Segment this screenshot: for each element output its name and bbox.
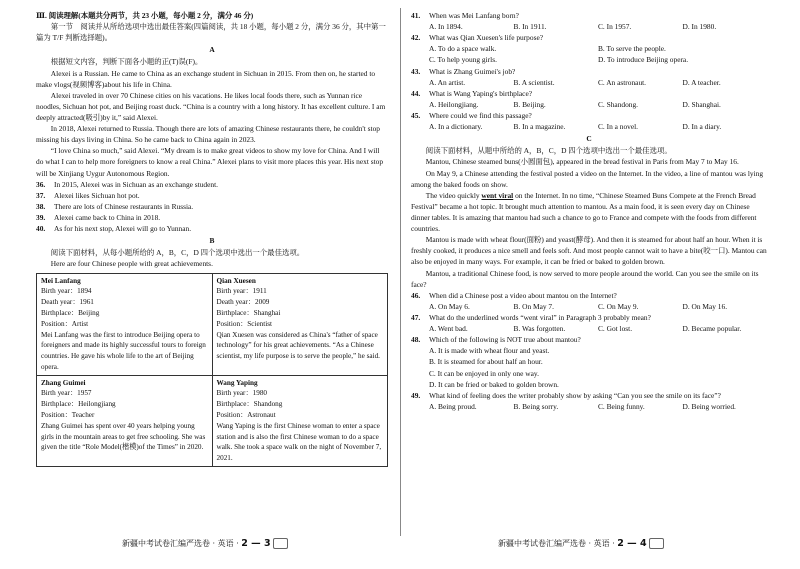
tf-question [36, 201, 388, 212]
answer-option: D. To introduce Beijing opera. [598, 55, 689, 65]
person-description: Qian Xuesen was considered as China's “father of space technology” for his great achievements. “As a Chinese scientist, my life purpose is to serve the people,” he said. [216, 330, 380, 361]
answer-options [411, 99, 767, 110]
person-fact: Birthplace：Heilongjiang [41, 400, 116, 409]
question-number: 39. [36, 212, 46, 222]
passage-c-p1: Mantou, Chinese steamed buns(小圆面包), appeared in the bread festival in Paris from May 7 to May 16. [425, 157, 739, 167]
passage-c-p4: Mantou is made with wheat flour(面粉) and yeast(酵母). And then it is steamed for about half an hour. When it is freshly cooked, it produces a nice smell and feels soft. And most people cannot wait to have a bite(咬一口). Mantou can also be enjoyed in many ways. For example, it can be fried or baked to golden brown. [411, 235, 767, 267]
question-text: Where could we find this passage? [429, 110, 532, 120]
person-fact: Death year：2009 [216, 298, 270, 307]
person-fact: Position：Scientist [216, 319, 273, 328]
question-text: What do the underlined words “went viral” in Paragraph 3 probably mean? [429, 312, 651, 322]
people-row [37, 273, 388, 375]
question-number: 43. [411, 66, 421, 76]
answer-options [411, 301, 767, 312]
answer-option: D. A teacher. [682, 77, 721, 87]
question-number: 40. [36, 224, 46, 234]
answer-option: A. Heilongjiang. [429, 99, 479, 109]
person-fact: Birthplace：Shanghai [216, 308, 281, 317]
mc-question [411, 10, 767, 21]
answer-option: B. On May 7. [513, 301, 554, 311]
answer-option: D. In 1980. [682, 22, 717, 32]
mc-question [411, 66, 767, 77]
mc-question [411, 32, 767, 43]
person-card [37, 375, 213, 466]
passage-b-intro: Here are four Chinese people with great achievements. [50, 259, 213, 269]
person-card [212, 375, 388, 466]
person-description: Wang Yaping is the first Chinese woman to enter a space station and is also the first Chinese woman to do a space walk. She took a space walk on the night of November 7, 2021. [216, 421, 382, 463]
footer-right-text: 新疆中考试卷汇编严选卷 · 英语 · [498, 539, 618, 548]
people-table [36, 273, 388, 468]
question-text: When did a Chinese post a video about mantou on the Internet? [429, 290, 617, 300]
passage-a-instruction: 根据短文内容，判断下面各小题的正(T)误(F)。 [50, 57, 203, 67]
answer-option: B. Being sorry. [513, 401, 559, 411]
answer-option: D. Shanghai. [682, 99, 721, 109]
footer-right-page: 2 — 4 [617, 538, 647, 549]
answer-option: A. In 1894. [429, 22, 463, 32]
answer-option: A. In a dictionary. [429, 122, 483, 132]
footer-left-page: 2 — 3 [241, 538, 271, 549]
answer-option: A. An artist. [429, 77, 466, 87]
answer-option: C. An astronaut. [598, 77, 647, 87]
answer-options [411, 401, 767, 412]
person-name: Zhang Guimei [41, 378, 86, 387]
answer-option: C. Being funny. [598, 401, 645, 411]
mc-question [411, 312, 767, 323]
answer-option: C. Shandong. [598, 99, 639, 109]
question-number: 38. [36, 201, 46, 211]
tf-question [36, 179, 388, 190]
person-fact: Death year：1961 [41, 298, 94, 307]
answer-option: B. In 1911. [513, 22, 547, 32]
mc-question [411, 334, 767, 345]
answer-option: B. Beijing. [513, 99, 546, 109]
answer-option: B. A scientist. [513, 77, 555, 87]
logo-badge-icon [649, 538, 664, 549]
passage-c-p3 [411, 190, 767, 234]
footer-left-text: 新疆中考试卷汇编严选卷 · 英语 · [122, 539, 242, 548]
answer-options [411, 345, 767, 389]
person-card [37, 273, 213, 375]
answer-option: B. Was forgotten. [513, 324, 566, 334]
right-page [411, 10, 767, 412]
footer-left [122, 538, 288, 549]
answer-options [411, 121, 767, 132]
person-description: Zhang Guimei has spent over 40 years helping young girls in the mountain areas to get free schooling. She was given the title “Role Model(楷模)of the Times” in 2020. [41, 421, 206, 452]
question-text: Which of the following is NOT true about mantou? [429, 335, 581, 345]
person-name: Qian Xuesen [216, 276, 256, 285]
question-number: 47. [411, 312, 421, 322]
person-fact: Birth year：1911 [216, 287, 267, 296]
passage-c-p5: Mantou, a traditional Chinese food, is now served to more people around the world. Can you see the smile on its face? [411, 268, 759, 289]
mc-question [411, 88, 767, 99]
passage-a-body [36, 68, 388, 179]
question-number: 42. [411, 33, 421, 43]
answer-option: D. It can be fried or baked to golden brown. [429, 379, 559, 389]
question-number: 44. [411, 88, 421, 98]
question-text: In 2015, Alexei was in Sichuan as an exchange student. [54, 179, 218, 189]
answer-option: D. On May 16. [682, 301, 728, 311]
tf-question [36, 223, 388, 234]
question-text: What kind of feeling does the writer probably show by asking “Can you see the smile on its face”? [429, 390, 721, 400]
passage-a-label: A [209, 45, 215, 55]
person-name: Wang Yaping [216, 378, 258, 387]
question-number: 36. [36, 179, 46, 189]
answer-option: A. Went bad. [429, 324, 468, 334]
passage-a-paragraph: In 2018, Alexei returned to Russia. Though there are lots of amazing Chinese restaurants there, he couldn't stop missing his days living in China. So he came back to China again in 2023. [36, 124, 380, 145]
p3-after: on the Internet. In no time, “Chinese Steamed Buns Compete at the French Bread Festival” became a hot topic. It brought much attention to mantou. As a main food, it is seen every day on Chinese dinner tables. It is amazing that mantou had such a chance to go to France and compete with the foods from different countries. [411, 190, 757, 234]
passage-a-paragraph: “I love China so much,” said Alexei. “My dream is to make great videos to show my love for China. And I will do what I can to help more foreigners to know a real China.” Alexei plans to visit more places this year. His next stop will be Xinjiang Uygur Autonomous Region. [36, 146, 384, 178]
page-divider [400, 8, 401, 536]
mc-question [411, 390, 767, 401]
person-card [212, 273, 388, 375]
section-title: Ⅲ. 阅读理解(本题共分两节，共 23 小题，每小题 2 分，满分 46 分) [36, 11, 254, 20]
answer-option: B. To serve the people. [598, 44, 666, 54]
passage-b-instruction: 阅读下面材料，从每小题所给的 A，B，C，D 四个选项中选出一个最佳选项。 [50, 248, 305, 258]
passage-a-paragraph: Alexei is a Russian. He came to China as an exchange student in Sichuan in 2015. From then on, he started to make vlogs(视频博客)about his life in China. [36, 68, 376, 89]
passage-c-label: C [586, 134, 592, 144]
answer-options [411, 21, 767, 32]
question-number: 46. [411, 290, 421, 300]
question-number: 45. [411, 110, 421, 120]
person-description: Mei Lanfang was the first to introduce Beijing opera to foreigners and made its highly successful tours to foreign countries. He gave his whole life to the art of Beijing opera. [41, 330, 206, 371]
person-name: Mei Lanfang [41, 276, 81, 285]
mc-question [411, 110, 767, 121]
person-fact: Birth year：1980 [216, 389, 268, 398]
answer-option: D. Being worried. [682, 401, 736, 411]
people-row [37, 375, 388, 466]
answer-option: A. On May 6. [429, 301, 470, 311]
person-fact: Birth year：1894 [41, 287, 92, 296]
passage-a-questions [36, 179, 388, 235]
part1-intro: 第一节 阅读并从所给选项中选出最佳答案(四篇阅读，共 18 小题，每小题 2 分，满分 36 分，其中第一篇为 T/F 判断选择题)。 [36, 22, 386, 43]
underlined-phrase: went viral [481, 190, 514, 200]
question-text: Alexei likes Sichuan hot pot. [54, 190, 140, 200]
passage-b-label: B [209, 236, 215, 246]
answer-option: D. Became popular. [682, 324, 742, 334]
question-number: 41. [411, 11, 421, 20]
logo-badge-icon [273, 538, 288, 549]
question-number: 49. [411, 390, 421, 400]
answer-option: B. In a magazine. [513, 122, 566, 132]
tf-question [36, 212, 388, 223]
answer-option: C. On May 9. [598, 301, 639, 311]
passage-c-questions [411, 290, 767, 412]
person-fact: Position：Astronaut [216, 411, 276, 420]
footer-right [498, 538, 664, 549]
answer-option: D. In a diary. [682, 122, 722, 132]
answer-options [411, 323, 767, 334]
answer-options [411, 77, 767, 88]
answer-options [411, 43, 767, 65]
person-fact: Birth year：1957 [41, 389, 92, 398]
question-text: What was Qian Xuesen's life purpose? [429, 33, 544, 43]
question-text: As for his next stop, Alexei will go to Yunnan. [54, 224, 192, 234]
answer-option: C. Got lost. [598, 324, 633, 334]
answer-option: A. It is made with wheat flour and yeast. [429, 346, 550, 356]
question-number: 37. [36, 190, 46, 200]
answer-option: A. Being proud. [429, 401, 477, 411]
person-fact: Birthplace：Shandong [216, 400, 283, 409]
passage-c-instruction: 阅读下面材料，从题中所给的 A，B，C，D 四个选项中选出一个最佳选项。 [425, 146, 672, 156]
person-fact: Birthplace：Beijing [41, 308, 100, 317]
left-page [36, 10, 388, 467]
answer-option: C. To help young girls. [429, 55, 497, 65]
tf-question [36, 190, 388, 201]
person-fact: Position：Teacher [41, 411, 95, 420]
passage-a-paragraph: Alexei traveled in over 70 Chinese cities on his vacations. He likes local foods there, such as Yunnan rice noodles, Sichuan hot pot, and Beijing roast duck. “China is a country with a long history. It has excellent culture. I am deeply attracted(吸引)by it,” said Alexei. [36, 90, 386, 122]
person-fact: Position：Artist [41, 319, 89, 328]
answer-option: C. In a novel. [598, 122, 639, 132]
question-text: When was Mei Lanfang born? [429, 11, 519, 20]
passage-b-questions [411, 10, 767, 132]
answer-option: C. It can be enjoyed in only one way. [429, 368, 539, 378]
question-text: There are lots of Chinese restaurants in Russia. [54, 201, 194, 211]
answer-option: A. To do a space walk. [429, 44, 497, 54]
question-text: Alexei came back to China in 2018. [54, 212, 161, 222]
question-text: What is Zhang Guimei's job? [429, 66, 516, 76]
p3-before: The video quickly [425, 190, 482, 200]
question-number: 48. [411, 335, 421, 345]
question-text: What is Wang Yaping's birthplace? [429, 88, 533, 98]
answer-option: C. In 1957. [598, 22, 632, 32]
answer-option: B. It is steamed for about half an hour. [429, 357, 543, 367]
passage-c-p2: On May 9, a Chinese attending the festival posted a video on the Internet. In the video, a line of mantou was lying among the baked foods on show. [411, 168, 764, 189]
mc-question [411, 290, 767, 301]
